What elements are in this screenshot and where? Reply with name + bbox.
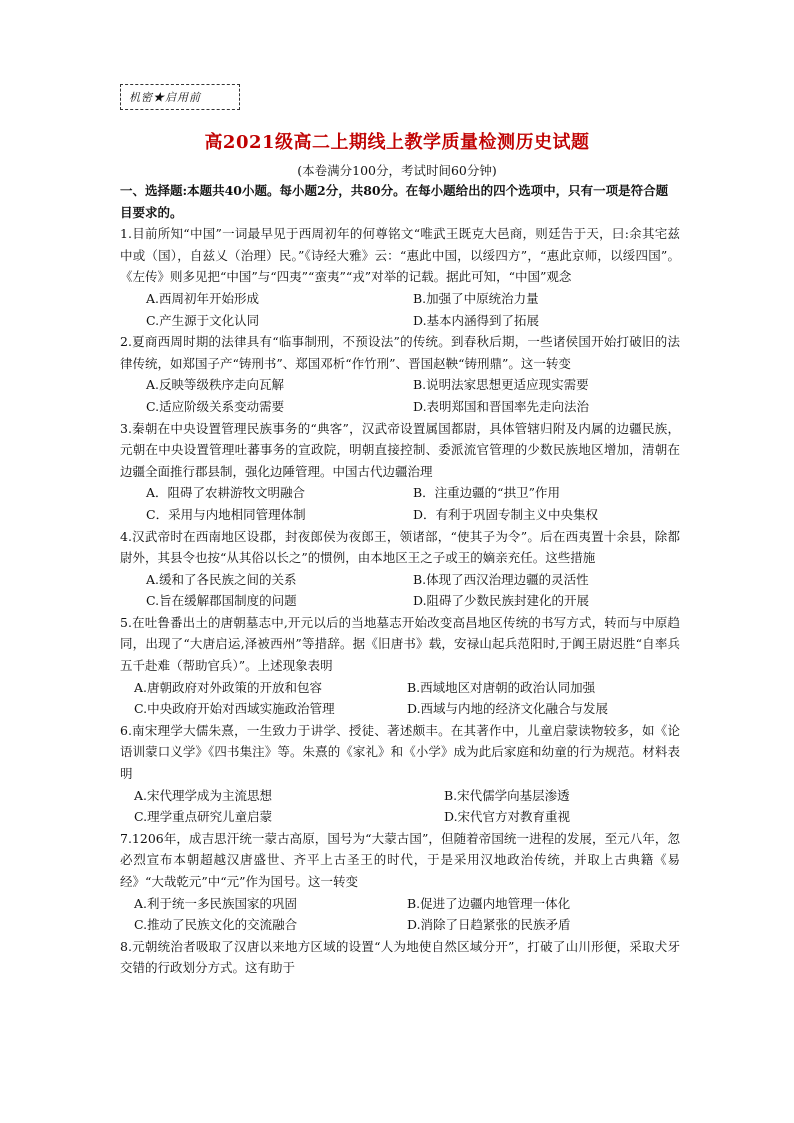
question-stem: 6.南宋理学大儒朱熹，一生致力于讲学、授徒、著述颇丰。在其著作中，儿童启蒙读物较多，如《论语训蒙口义学》《四书集注》等。朱熹的《家礼》和《小学》成为此后家庭和幼童的行为规范。材料表明 [120,722,680,782]
question-stem: 5.在吐鲁番出土的唐朝墓志中,开元以后的当地墓志开始改变高昌地区传统的书写方式，转而与中原趋同，出现了“大唐启运,泽被西州”等措辞。据《旧唐书》载，安禄山起兵范阳时,于阗王尉迟胜“自率兵五千赴难（帮助官兵）”。上述现象表明 [120,614,680,674]
exam-content [120,180,680,979]
question-stem: 8.元朝统治者吸取了汉唐以来地方区域的设置“人为地使自然区域分开”，打破了山川形便，采取犬牙交错的行政划分方式。这有助于 [120,938,680,976]
question-options [120,569,680,612]
option-b: B.宋代儒学向基层渗透 [444,787,570,803]
option-b: B.促进了边疆内地管理一体化 [407,895,571,911]
option-d: D.宋代官方对教育重视 [444,809,571,825]
option-b: B.西域地区对唐朝的政治认同加强 [407,679,596,695]
option-d: D.基本内涵得到了拓展 [413,312,540,328]
question-stem: 4.汉武帝时在西南地区设郡，封夜郎侯为夜郎王，领诸部，“使其子为令”。后在西夷置十余县，除都尉外，其县令也按“从其俗以长之”的惯例，由本地区王之子或王的嫡亲充任。这些措施 [120,528,680,566]
question-stem: 7.1206年，成吉思汗统一蒙古高原，国号为“大蒙古国”，但随着帝国统一进程的发展，至元八年，忽必烈宣布本朝超越汉唐盛世、齐平上古圣王的时代，于是采用汉地政治传统，并取上古典籍《易经》“大哉乾元”中“元”作为国号。这一转变 [120,830,680,889]
option-d: D.阻碍了少数民族封建化的开展 [413,593,590,609]
question-2 [120,331,680,417]
option-c: C.理学重点研究儿童启蒙 [134,809,273,825]
question-options [120,893,680,936]
question-stem: 1.目前所知“中国”一词最早见于西周初年的何尊铭文“唯武王既克大邑商，则廷告于天，曰:余其宅兹中或（国），自兹乂（治理）民。”《诗经大雅》云：“惠此中国，以绥四方”，“惠此京师，以绥四国”。《左传》则多见把“中国”与“四夷”“蛮夷”“戎”对举的记载。据此可知，“中国”观念 [120,226,680,285]
option-a: A.西周初年开始形成 [146,290,260,306]
option-d: D.西域与内地的经济文化融合与发展 [407,701,609,717]
page-title: 高2021级高二上期线上教学质量检测历史试题 [204,132,590,153]
option-c: C.推动了民族文化的交流融合 [134,917,298,933]
exam-info: (本卷满分100分，考试时间60分钟) [297,163,497,178]
option-c: C.产生源于文化认同 [146,312,260,328]
option-a: A.唐朝政府对外政策的开放和包容 [134,679,323,695]
question-stem: 2.夏商西周时期的法律具有“临事制刑，不预设法”的传统。到春秋后期，一些诸侯国开始打破旧的法律传统，如郑国子产“铸刑书”、郑国邓析“作竹刑”、晋国赵鞅“铸刑鼎”。这一转变 [120,334,680,371]
question-6 [120,720,680,828]
option-d: D.表明郑国和晋国率先走向法治 [413,398,590,414]
option-a: A.宋代理学成为主流思想 [134,787,273,803]
option-b: B．注重边疆的“拱卫”作用 [413,485,560,501]
option-c: C.旨在缓解郡国制度的问题 [146,593,297,609]
option-a: A.缓和了各民族之间的关系 [146,571,297,587]
option-a: A.反映等级秩序走向瓦解 [146,377,285,393]
question-1 [120,223,680,331]
option-a: A.利于统一多民族国家的巩固 [134,895,298,911]
option-a: A．阻碍了农耕游牧文明融合 [146,485,306,501]
option-c: C．采用与内地相同管理体制 [146,506,306,522]
question-options [120,288,680,331]
option-d: D.消除了日趋紧张的民族矛盾 [407,917,571,933]
question-7 [120,828,680,936]
question-options [120,677,680,720]
question-3 [120,418,680,526]
option-d: D．有利于巩固专制主义中央集权 [413,506,599,522]
confidential-badge: 机密★启用前 [120,84,240,110]
option-b: B.体现了西汉治理边疆的灵活性 [413,571,589,587]
section-heading: 一、选择题:本题共40小题。每小题2分，共80分。在每小题给出的四个选项中，只有一项是符合题目要求的。 [120,183,669,220]
question-stem: 3.秦朝在中央设置管理民族事务的“典客”，汉武帝设置属国都尉，具体管辖归附及内属的边疆民族，元朝在中央设置管理吐蕃事务的宣政院，明朝直接控制、委派流官管理的少数民族地区增加，清朝在边疆全面推行郡县制，强化边陲管理。中国古代边疆治理 [120,420,680,479]
question-options [120,785,680,828]
question-5 [120,612,680,720]
question-options [120,482,680,525]
question-options [120,374,680,417]
option-b: B.说明法家思想更适应现实需要 [413,377,589,393]
option-c: C.适应阶级关系变动需要 [146,398,285,414]
option-c: C.中央政府开始对西域实施政治管理 [134,701,335,717]
question-8 [120,936,680,979]
question-4 [120,526,680,612]
option-b: B.加强了中原统治力量 [413,290,539,306]
